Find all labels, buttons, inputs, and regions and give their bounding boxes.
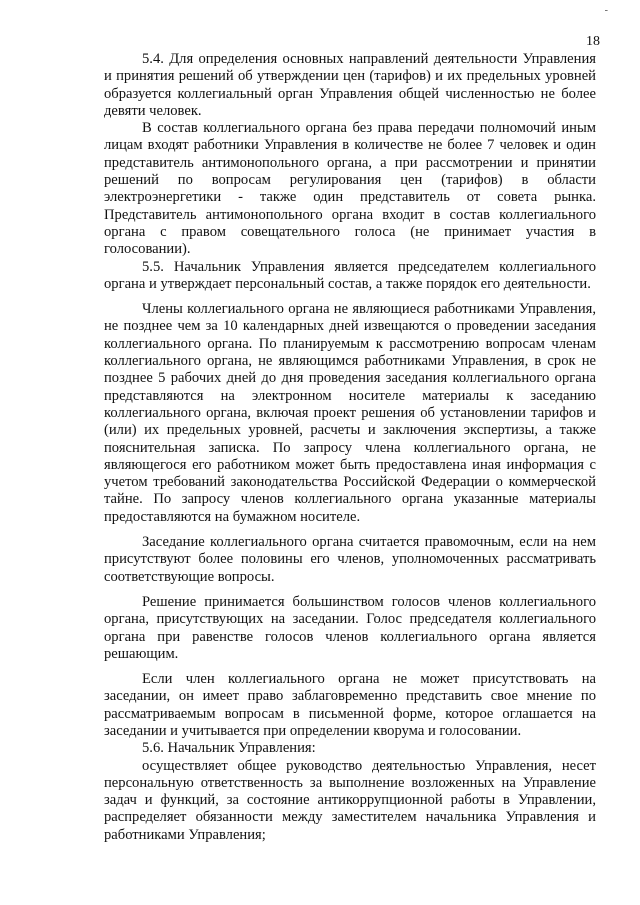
paragraph-5-5: 5.5. Начальник Управления является председателем коллегиального органа и утверждает персональный состав, а также порядок его деятельности.: [104, 258, 596, 292]
paragraph-decision: Решение принимается большинством голосов членов коллегиального органа, присутствующих на заседании. Голос председателя коллегиального органа при равенстве голосов членов коллегиального органа является решающим.: [104, 593, 596, 662]
paragraph-quorum: Заседание коллегиального органа считается правомочным, если на нем присутствуют более половины его членов, уполномоченных рассматривать соответствующие вопросы.: [104, 534, 596, 585]
paragraph-members-notification: Члены коллегиального органа не являющиеся работниками Управления, не позднее чем за 10 календарных дней извещаются о проведении заседания коллегиального органа. По планируемым к рассмотрению вопросам членам коллегиального органа, не являющимся работниками Управления, в срок не позднее 5 рабочих дней до дня проведения заседания коллегиального органа представляются на электронном носителе материалы к заседанию коллегиального органа, включая проект решения об установлении тарифов и (или) их предельных уровней, расчеты и заключения экспертизы, а также пояснительная записка. По запросу члена коллегиального органа, не являющегося его работником может быть предоставлена иная информация с учетом требований законодательства Российской Федерации о коммерческой тайне. По запросу членов коллегиального органа указанные материалы предоставляются на бумажном носителе.: [104, 301, 596, 525]
paragraph-collegial-composition: В состав коллегиального органа без права передачи полномочий иным лицам входят работники Управления в количестве не более 7 человек и один представитель антимонопольного органа, а при рассмотрении и принятии решений по вопросам регулирования цен (тарифов) в области электроэнергетики - также один представитель от совета рынка. Представитель антимонопольного органа входит в состав коллегиального органа с правом совещательного голоса (не принимает участия в голосовании).: [104, 120, 596, 258]
document-body: [104, 51, 596, 844]
paragraph-absent-member: Если член коллегиального органа не может присутствовать на заседании, он имеет право заблаговременно представить свое мнение по рассматриваемым вопросам в письменной форме, которое оглашается на заседании и учитывается при определении кворума и голосовании.: [104, 671, 596, 739]
paragraph-5-6-heading: 5.6. Начальник Управления:: [142, 740, 316, 757]
paragraph-head-duties: осуществляет общее руководство деятельностью Управления, несет персональную ответственность за выполнение возложенных на Управление задач и функций, за состояние антикоррупционной работы в Управлении, распределяет обязанности между заместителем начальника Управления и работниками Управления;: [104, 757, 596, 843]
paragraph-5-4: 5.4. Для определения основных направлений деятельности Управления и принятия решений об утверждении цен (тарифов) и их предельных уровней образуется коллегиальный орган Управления общей численностью не более девяти человек.: [104, 51, 596, 119]
corner-mark: -: [604, 5, 608, 16]
page-number: 18: [586, 34, 600, 49]
